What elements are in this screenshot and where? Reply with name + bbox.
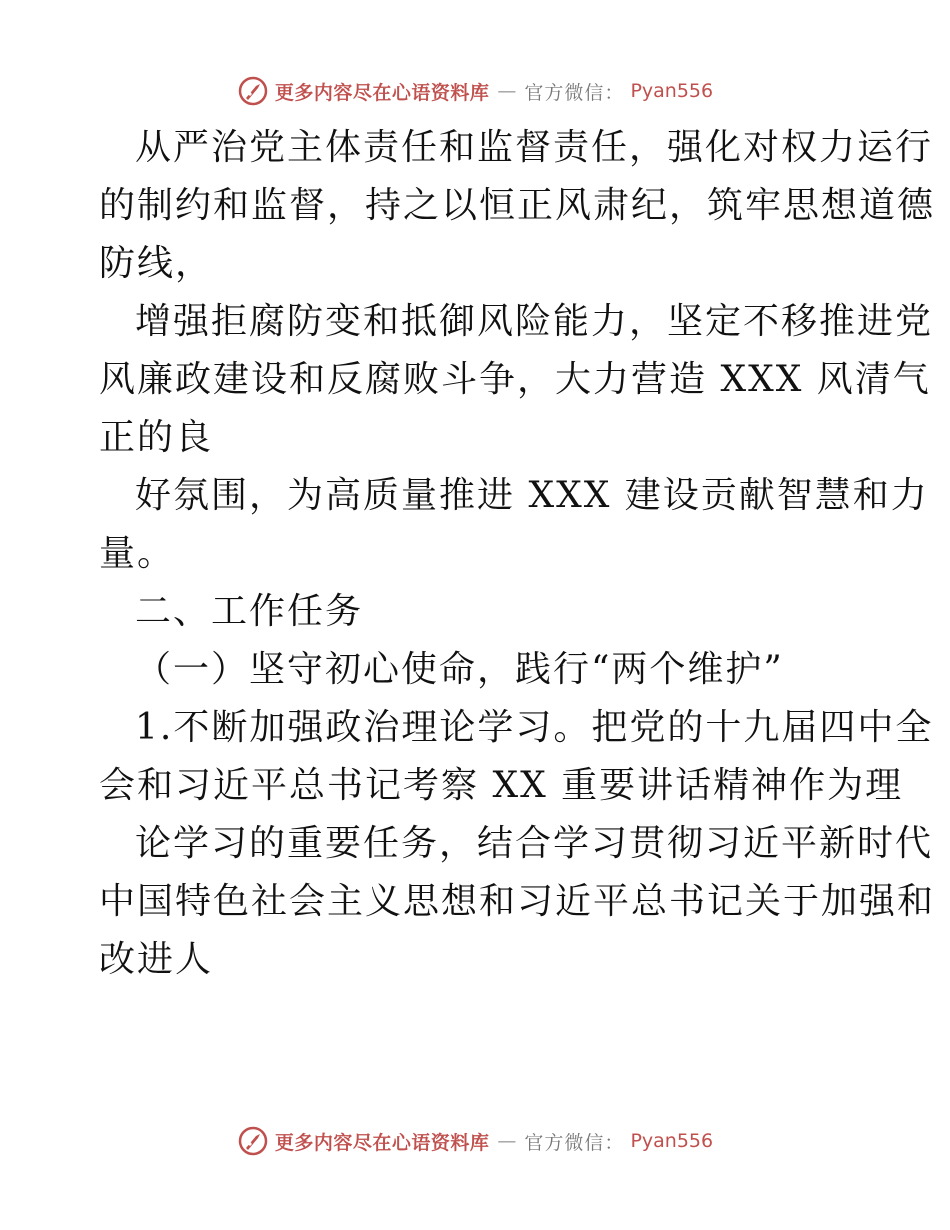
pen-nib-circle-icon: [237, 1125, 269, 1157]
footer-watermark: [0, 1124, 950, 1158]
watermark-text: 更多内容尽在心语资料库: [274, 1131, 490, 1154]
watermark-wechat-id: Pyan556: [630, 1130, 714, 1152]
body-line: 防线，: [99, 243, 214, 284]
watermark-text: 更多内容尽在心语资料库: [274, 81, 490, 104]
body-line: 正的良: [99, 417, 214, 458]
watermark-wechat-label: 官方微信：: [524, 1131, 625, 1154]
watermark-separator: —: [497, 80, 517, 102]
subsection-heading: （一）坚守初心使命，践行“两个维护”: [135, 649, 784, 690]
section-heading: 二、工作任务: [135, 591, 364, 632]
body-line: 从严治党主体责任和监督责任，强化对权力运行: [135, 127, 934, 168]
pen-nib-circle-icon: [237, 75, 269, 107]
header-watermark: [0, 74, 950, 108]
body-line: 中国特色社会主义思想和习近平总书记关于加强和: [99, 881, 936, 922]
watermark-wechat-id: Pyan556: [630, 80, 714, 102]
body-line: 风廉政建设和反腐败斗争，大力营造 XXX 风清气: [99, 359, 931, 400]
body-line: 论学习的重要任务，结合学习贯彻习近平新时代: [135, 823, 934, 864]
body-line: 1.不断加强政治理论学习。把党的十九届四中全: [135, 707, 934, 748]
document-body: [99, 119, 936, 989]
body-line: 会和习近平总书记考察 XX 重要讲话精神作为理: [99, 765, 904, 806]
body-line: 好氛围，为高质量推进 XXX 建设贡献智慧和力: [135, 475, 929, 516]
watermark-separator: —: [497, 1130, 517, 1152]
body-line: 增强拒腐防变和抵御风险能力，坚定不移推进党: [135, 301, 934, 342]
body-line: 改进人: [99, 939, 214, 980]
watermark-wechat-label: 官方微信：: [524, 81, 625, 104]
body-line: 的制约和监督，持之以恒正风肃纪，筑牢思想道德: [99, 185, 936, 226]
body-line: 量。: [99, 533, 176, 574]
